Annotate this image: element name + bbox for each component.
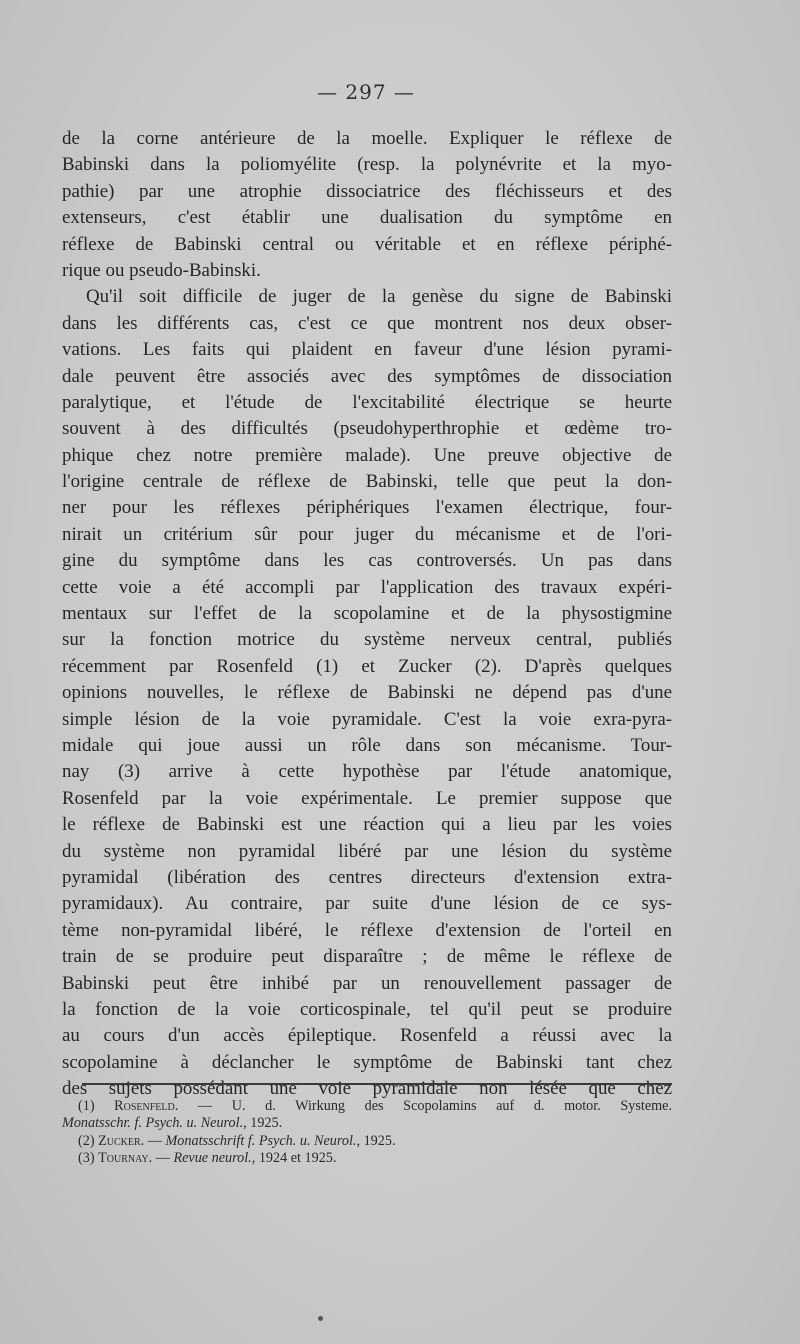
- text-line: tème non-pyramidal libéré, le réflexe d'extension de l'orteil en: [62, 919, 672, 941]
- text-line: l'origine centrale de réflexe de Babinski, telle que peut la don-: [62, 471, 672, 493]
- text-line: cette voie a été accompli par l'application des travaux expéri-: [62, 576, 672, 598]
- ink-speck: [318, 1316, 323, 1321]
- footnote-1: [62, 1098, 672, 1115]
- text-line: rique ou pseudo-Babinski.: [62, 259, 261, 281]
- text-line: pathie) par une atrophie dissociatrice des fléchisseurs et des: [62, 180, 672, 202]
- footnote-number: (2): [78, 1132, 99, 1149]
- footnote-author: Zucker: [98, 1132, 141, 1149]
- text-line: paralytique, et l'étude de l'excitabilité électrique se heurte: [62, 391, 672, 413]
- text-line: Babinski peut être inhibé par un renouvellement passager de: [62, 972, 672, 994]
- text-line: nirait un critérium sûr pour juger du mécanisme et de l'ori-: [62, 523, 672, 545]
- text-line: simple lésion de la voie pyramidale. C'est la voie exra-pyra-: [62, 708, 672, 730]
- text-line: le réflexe de Babinski est une réaction qui a lieu par les voies: [62, 814, 672, 836]
- text-line: réflexe de Babinski central ou véritable et en réflexe périphé-: [62, 233, 672, 255]
- text-line: ner pour les réflexes périphériques l'examen électrique, four-: [62, 497, 672, 519]
- footnote-1-cont: [62, 1115, 672, 1132]
- text-line: récemment par Rosenfeld (1) et Zucker (2). D'après quelques: [62, 655, 672, 677]
- footnote-separator-text: . —: [174, 1098, 232, 1114]
- footnote-2: [62, 1133, 672, 1150]
- text-line: vations. Les faits qui plaident en faveur d'une lésion pyrami-: [62, 339, 672, 361]
- footnote-separator: [82, 1083, 672, 1085]
- text-line: la fonction de la voie corticospinale, tel qu'il peut se produire: [62, 998, 672, 1020]
- text-line: pyramidaux). Au contraire, par suite d'une lésion de ce sys-: [62, 893, 672, 915]
- body-text: [62, 126, 672, 1102]
- footnote-number: (1): [78, 1098, 115, 1114]
- footnote-author: Rosenfeld: [114, 1098, 175, 1114]
- text-line: des sujets possédant une voie pyramidale non lésée que chez: [62, 1078, 672, 1100]
- text-line: scopolamine à déclancher le symptôme de Babinski tant chez: [62, 1051, 672, 1073]
- footnote-3: [62, 1150, 672, 1167]
- text-line: phique chez notre première malade). Une preuve objective de: [62, 444, 672, 466]
- text-line: extenseurs, c'est établir une dualisation du symptôme en: [62, 207, 672, 229]
- text-line: dans les différents cas, c'est ce que montrent nos deux obser-: [62, 312, 672, 334]
- text-line: de la corne antérieure de la moelle. Expliquer le réflexe de: [62, 128, 672, 149]
- footnote-separator-text: . —: [148, 1150, 174, 1167]
- text-line: sur la fonction motrice du système nerveux central, publiés: [62, 629, 672, 651]
- footnote-journal: Monatsschrift f. Psych. u. Neurol.: [165, 1132, 357, 1149]
- page-number: — 297 —: [317, 80, 415, 104]
- text-line: au cours d'un accès épileptique. Rosenfeld a réussi avec la: [62, 1025, 672, 1047]
- text-line: train de se produire peut disparaître ; de même le réflexe de: [62, 946, 672, 968]
- footnote-journal: Monatsschr. f. Psych. u. Neurol.: [62, 1115, 244, 1132]
- footnotes: [62, 1098, 672, 1168]
- text-line: nay (3) arrive à cette hypothèse par l'étude anatomique,: [62, 761, 672, 783]
- footnote-author: Tournay: [98, 1150, 149, 1167]
- text-line: gine du symptôme dans les cas controversés. Un pas dans: [62, 550, 672, 572]
- footnote-year: , 1924 et 1925.: [251, 1150, 337, 1167]
- text-line: midale qui joue aussi un rôle dans son mécanisme. Tour-: [62, 734, 672, 756]
- text-line: Qu'il soit difficile de juger de la genèse du signe de Babinski: [86, 286, 672, 308]
- text-line: Babinski dans la poliomyélite (resp. la polynévrite et la myo-: [62, 154, 672, 176]
- text-line: pyramidal (libération des centres directeurs d'extension extra-: [62, 866, 672, 888]
- footnote-separator-text: . —: [140, 1132, 166, 1149]
- footnote-year: , 1925.: [243, 1115, 283, 1132]
- text-line: opinions nouvelles, le réflexe de Babinski ne dépend pas d'une: [62, 682, 672, 704]
- text-line: du système non pyramidal libéré par une lésion du système: [62, 840, 672, 862]
- text-line: Rosenfeld par la voie expérimentale. Le premier suppose que: [62, 787, 672, 809]
- text-line: souvent à des difficultés (pseudohyperthrophie et œdème tro-: [62, 418, 672, 440]
- text-line: mentaux sur l'effet de la scopolamine et de la physostigmine: [62, 603, 672, 625]
- text-line: dale peuvent être associés avec des symptômes de dissociation: [62, 365, 672, 387]
- footnote-title: U. d. Wirkung des Scopolamins auf d. motor. Systeme.: [231, 1098, 672, 1114]
- footnote-journal: Revue neurol.: [173, 1150, 252, 1167]
- footnote-year: , 1925.: [356, 1132, 396, 1149]
- footnote-number: (3): [78, 1150, 99, 1167]
